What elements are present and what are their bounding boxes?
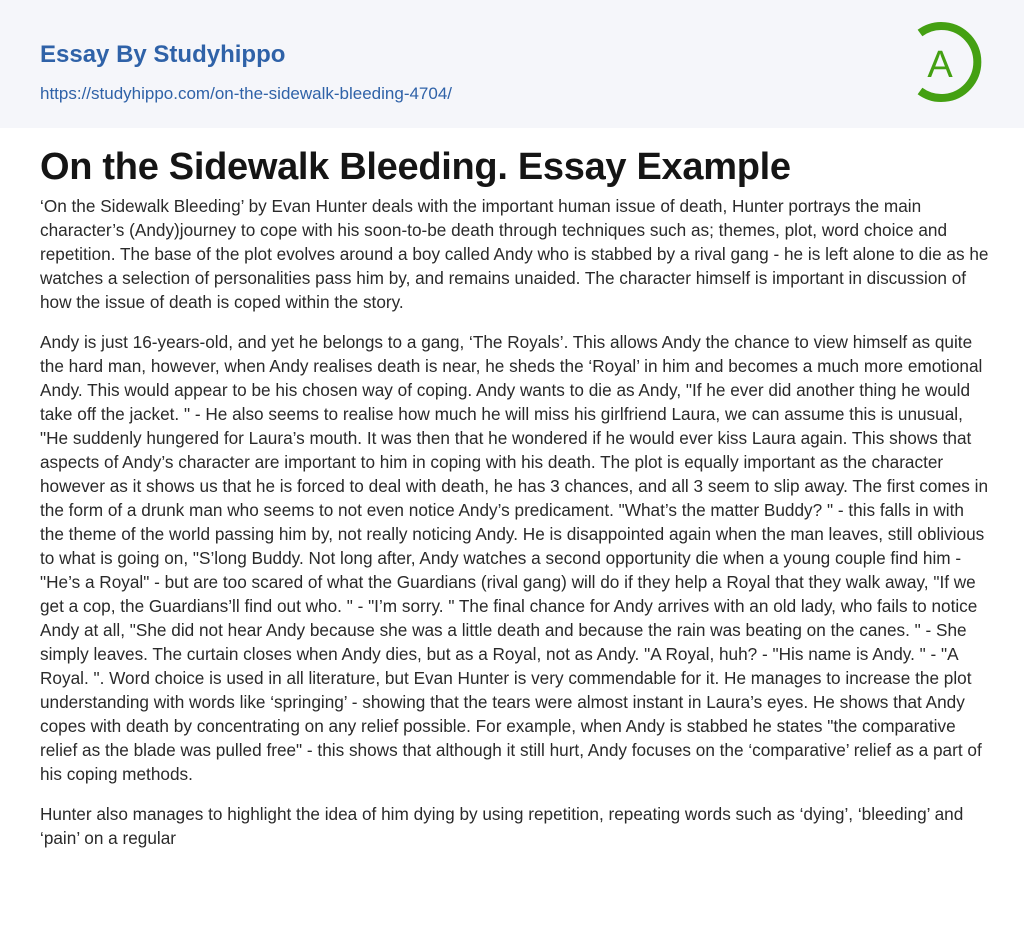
essay-url-link[interactable]: https://studyhippo.com/on-the-sidewalk-bleeding-4704/ <box>40 84 453 103</box>
page-title: On the Sidewalk Bleeding. Essay Example <box>40 146 791 188</box>
essay-paragraph: ‘On the Sidewalk Bleeding’ by Evan Hunter deals with the important human issue of death, Hunter portrays the main character’s (Andy)journey to cope with his soon-to-be death through techniques such as; themes, plot, word choice and repetition. The base of the plot evolves around a boy called Andy who is stabbed by a rival gang - he is left alone to die as he watches a selection of personalities pass him by, and remains unaided. The character himself is important in discussion of how the issue of death is coped within the story. <box>40 196 989 312</box>
essay-body <box>40 194 990 866</box>
studyhippo-logo-icon[interactable] <box>912 19 986 105</box>
svg-text:A: A <box>927 44 953 86</box>
site-header <box>0 0 1024 128</box>
brand-title: Essay By Studyhippo <box>40 41 286 68</box>
essay-paragraph: Andy is just 16-years-old, and yet he belongs to a gang, ‘The Royals’. This allows Andy the chance to view himself as quite the hard man, however, when Andy realises death is near, he sheds the ‘Royal’ in him and becomes a much more emotional Andy. This would appear to be his chosen way of coping. Andy wants to die as Andy, "If he ever did another thing he would take off the jacket. " - He also seems to realise how much he will miss his girlfriend Laura, we can assume this is unusual, "He suddenly hungered for Laura’s mouth. It was then that he wondered if he would ever kiss Laura again. This shows that aspects of Andy’s character are important to him in coping with his death. The plot is equally important as the character however as it shows us that he is forced to deal with death, he has 3 chances, and all 3 seem to slip away. The first comes in the form of a drunk man who seems to not even notice Andy’s predicament. "What’s the matter Buddy? " - this falls in with the theme of the world passing him by, not really noticing Andy. He is disappointed again when the man leaves, still oblivious to what is going on, "S’long Buddy. Not long after, Andy watches a second opportunity die when a young couple find him - "He’s a Royal" - but are too scared of what the Guardians (rival gang) will do if they help a Royal that they walk away, "If we get a cop, the Guardians’ll find out who. " - "I’m sorry. " The final chance for Andy arrives with an old lady, who fails to notice Andy at all, "She did not hear Andy because she was a little death and because the rain was beating on the canes. " - She simply leaves. The curtain closes when Andy dies, but as a Royal, not as Andy. "A Royal, huh? - "His name is Andy. " - "A Royal. ". Word choice is used in all literature, but Evan Hunter is very commendable for it. He manages to increase the plot understanding with words like ‘springing’ - showing that the tears were almost instant in Laura’s eyes. He shows that Andy copes with death by concentrating on any relief possible. For example, when Andy is stabbed he states "the comparative relief as the blade was pulled free" - this shows that although it still hurt, Andy focuses on the ‘comparative’ relief as a part of his coping methods. <box>40 332 989 784</box>
essay-paragraph: Hunter also manages to highlight the idea of him dying by using repetition, repeating words such as ‘dying’, ‘bleeding’ and ‘pain’ on a regular <box>40 804 964 848</box>
